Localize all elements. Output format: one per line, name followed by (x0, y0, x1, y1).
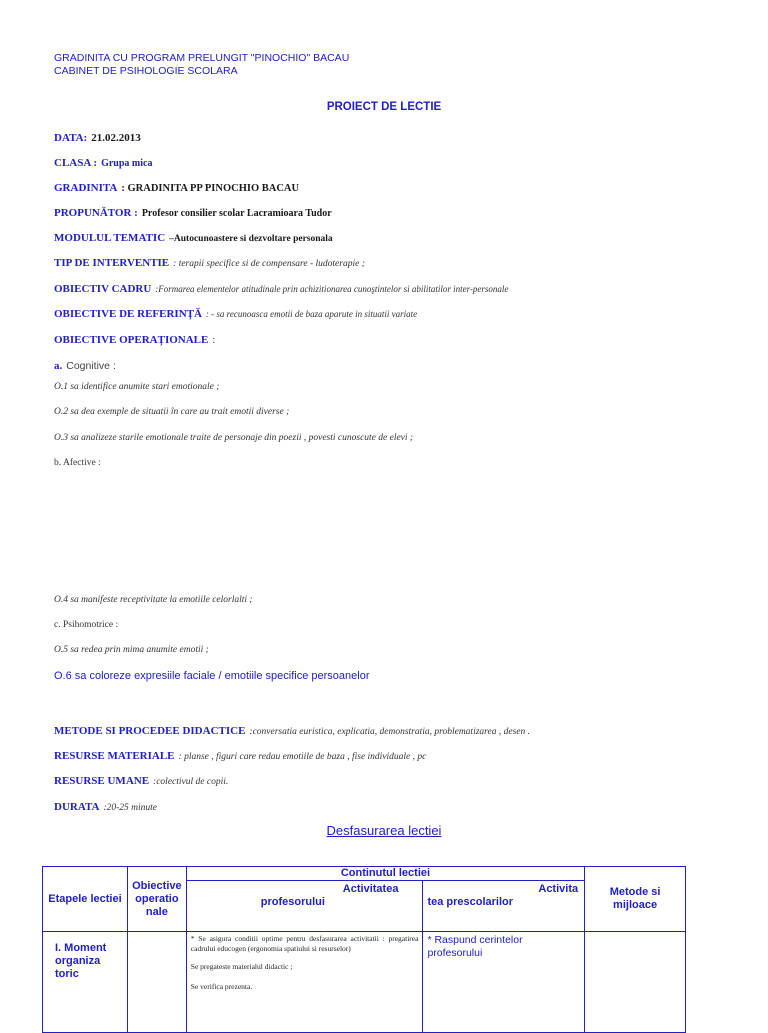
objective-o3: O.3 sa analizeze starile emotionale traite de personaje din poezii , povesti cunoscute de elevi ; (54, 433, 414, 443)
field-tip-value: : terapii specifice si de compensare - ludoterapie ; (173, 259, 365, 269)
field-modul-value: –Autocunoastere si dezvoltare personala (169, 234, 333, 244)
field-operationale-label: OBIECTIVE OPERAȚIONALE (54, 334, 209, 346)
objective-o1: O.1 sa identifice anumite stari emotionale ; (54, 382, 220, 392)
department-name: CABINET DE PSIHOLOGIE SCOLARA (54, 65, 238, 77)
field-umane-value: :colectivul de copii. (153, 777, 229, 787)
field-referinta (54, 304, 417, 322)
row-activitatea-profesorului (186, 932, 423, 1033)
objective-o4: O.4 sa manifeste receptivitate la emotiile celorlalti ; (54, 595, 253, 605)
field-durata-label: DURATA (54, 801, 100, 813)
field-operationale-value: : (212, 335, 216, 346)
field-cadru (54, 279, 508, 297)
field-tip-label: TIP DE INTERVENTIE (54, 257, 170, 269)
objective-group-cognitive (54, 356, 116, 374)
objective-o2: O.2 sa dea exemple de situatii în care au trait emotii diverse ; (54, 407, 290, 417)
field-materiale-label: RESURSE MATERIALE (54, 750, 175, 762)
field-gradinita-label: GRADINITA (54, 182, 118, 194)
row-etapa (43, 932, 128, 1033)
objective-o5: O.5 sa redea prin mima anumite emotii ; (54, 645, 209, 655)
field-data-value: 21.02.2013 (91, 132, 141, 144)
row-obiective (127, 932, 186, 1033)
field-materiale-value: : planse , figuri care redau emotiile de baza , fise individuale , pc (178, 752, 427, 762)
header-activitatea-profesorului (186, 881, 423, 932)
row-prof-text-2: Se pregateste materialul didactic ; (190, 962, 293, 971)
field-metode-value: :conversatia euristica, explicatia, demonstratia, problematizarea , desen . (249, 727, 530, 737)
field-operationale (54, 330, 215, 348)
field-referinta-value: : - sa recunoasca emotii de baza aparute in situatii variate (205, 309, 418, 319)
header-continut: Continutul lectiei (186, 867, 584, 881)
field-cadru-value: :Formarea elementelor atitudinale prin achizitionarea cunoştintelor si abilitatilor inter-personale (155, 284, 509, 294)
field-clasa (54, 153, 152, 171)
row-etapa-text: I. Moment organiza toric (55, 942, 107, 980)
row-prof-text-3: Se verifica prezenta. (190, 982, 253, 991)
header-presc-line2: tea prescolarilor (427, 896, 514, 908)
field-umane (54, 771, 228, 789)
field-propunator-label: PROPUNĂTOR : (54, 207, 138, 219)
field-gradinita (54, 178, 299, 196)
row-activitatea-prescolarilor (423, 932, 585, 1033)
field-clasa-value: Grupa mica (101, 158, 153, 169)
header-obiective: Obiective operationale (127, 867, 186, 932)
row-prof-text-1: * Se asigura conditii optime pentru desfasurarea activitatii : pregatirea cadrului educogen (ergonomia spatiului si resurselor) (190, 934, 419, 953)
field-cadru-label: OBIECTIV CADRU (54, 283, 152, 295)
field-gradinita-value: : GRADINITA PP PINOCHIO BACAU (121, 183, 300, 194)
header-prof-line1: Activitatea (342, 883, 399, 895)
school-name: GRADINITA CU PROGRAM PRELUNGIT "PINOCHIO" BACAU (54, 52, 350, 64)
objective-group-psychomotor: c. Psihomotrice : (54, 620, 119, 630)
header-activitatea-prescolarilor (423, 881, 585, 932)
section-title: Desfasurarea lectiei (326, 823, 442, 838)
objective-group-affective: b. Afective : (54, 458, 101, 468)
row-presc-text: * Raspund cerintelor profesorului (427, 934, 523, 959)
objective-o6: O.6 sa coloreze expresiile faciale / emotiile specifice persoanelor (54, 670, 370, 682)
header-presc-line1: Activita (538, 883, 579, 895)
objective-group-label: Cognitive : (66, 360, 116, 372)
field-durata (54, 797, 157, 815)
field-propunator-value: Profesor consilier scolar Lacramioara Tudor (141, 208, 332, 219)
field-durata-value: :20-25 minute (103, 803, 157, 813)
header-prof-line2: profesorului (260, 896, 325, 908)
objective-group-letter: a. (54, 360, 63, 372)
document-title: PROIECT DE LECTIE (326, 101, 442, 113)
row-metode (585, 932, 686, 1033)
field-propunator (54, 203, 332, 221)
field-materiale (54, 746, 426, 764)
field-umane-label: RESURSE UMANE (54, 775, 150, 787)
field-metode-label: METODE SI PROCEDEE DIDACTICE (54, 725, 246, 737)
header-metode: Metode si mijloace (585, 867, 686, 932)
table-row (43, 932, 686, 1033)
field-modul-label: MODULUL TEMATIC (54, 232, 166, 244)
table-header-row (43, 867, 686, 881)
lesson-table (42, 866, 686, 1033)
header-etape: Etapele lectiei (43, 867, 128, 932)
field-referinta-label: OBIECTIVE DE REFERINȚĂ (54, 308, 202, 320)
field-clasa-label: CLASA : (54, 157, 98, 169)
field-tip (54, 253, 365, 271)
field-modul (54, 228, 333, 246)
field-metode (54, 721, 530, 739)
field-data-label: DATA: (54, 132, 88, 144)
field-data (54, 128, 141, 146)
